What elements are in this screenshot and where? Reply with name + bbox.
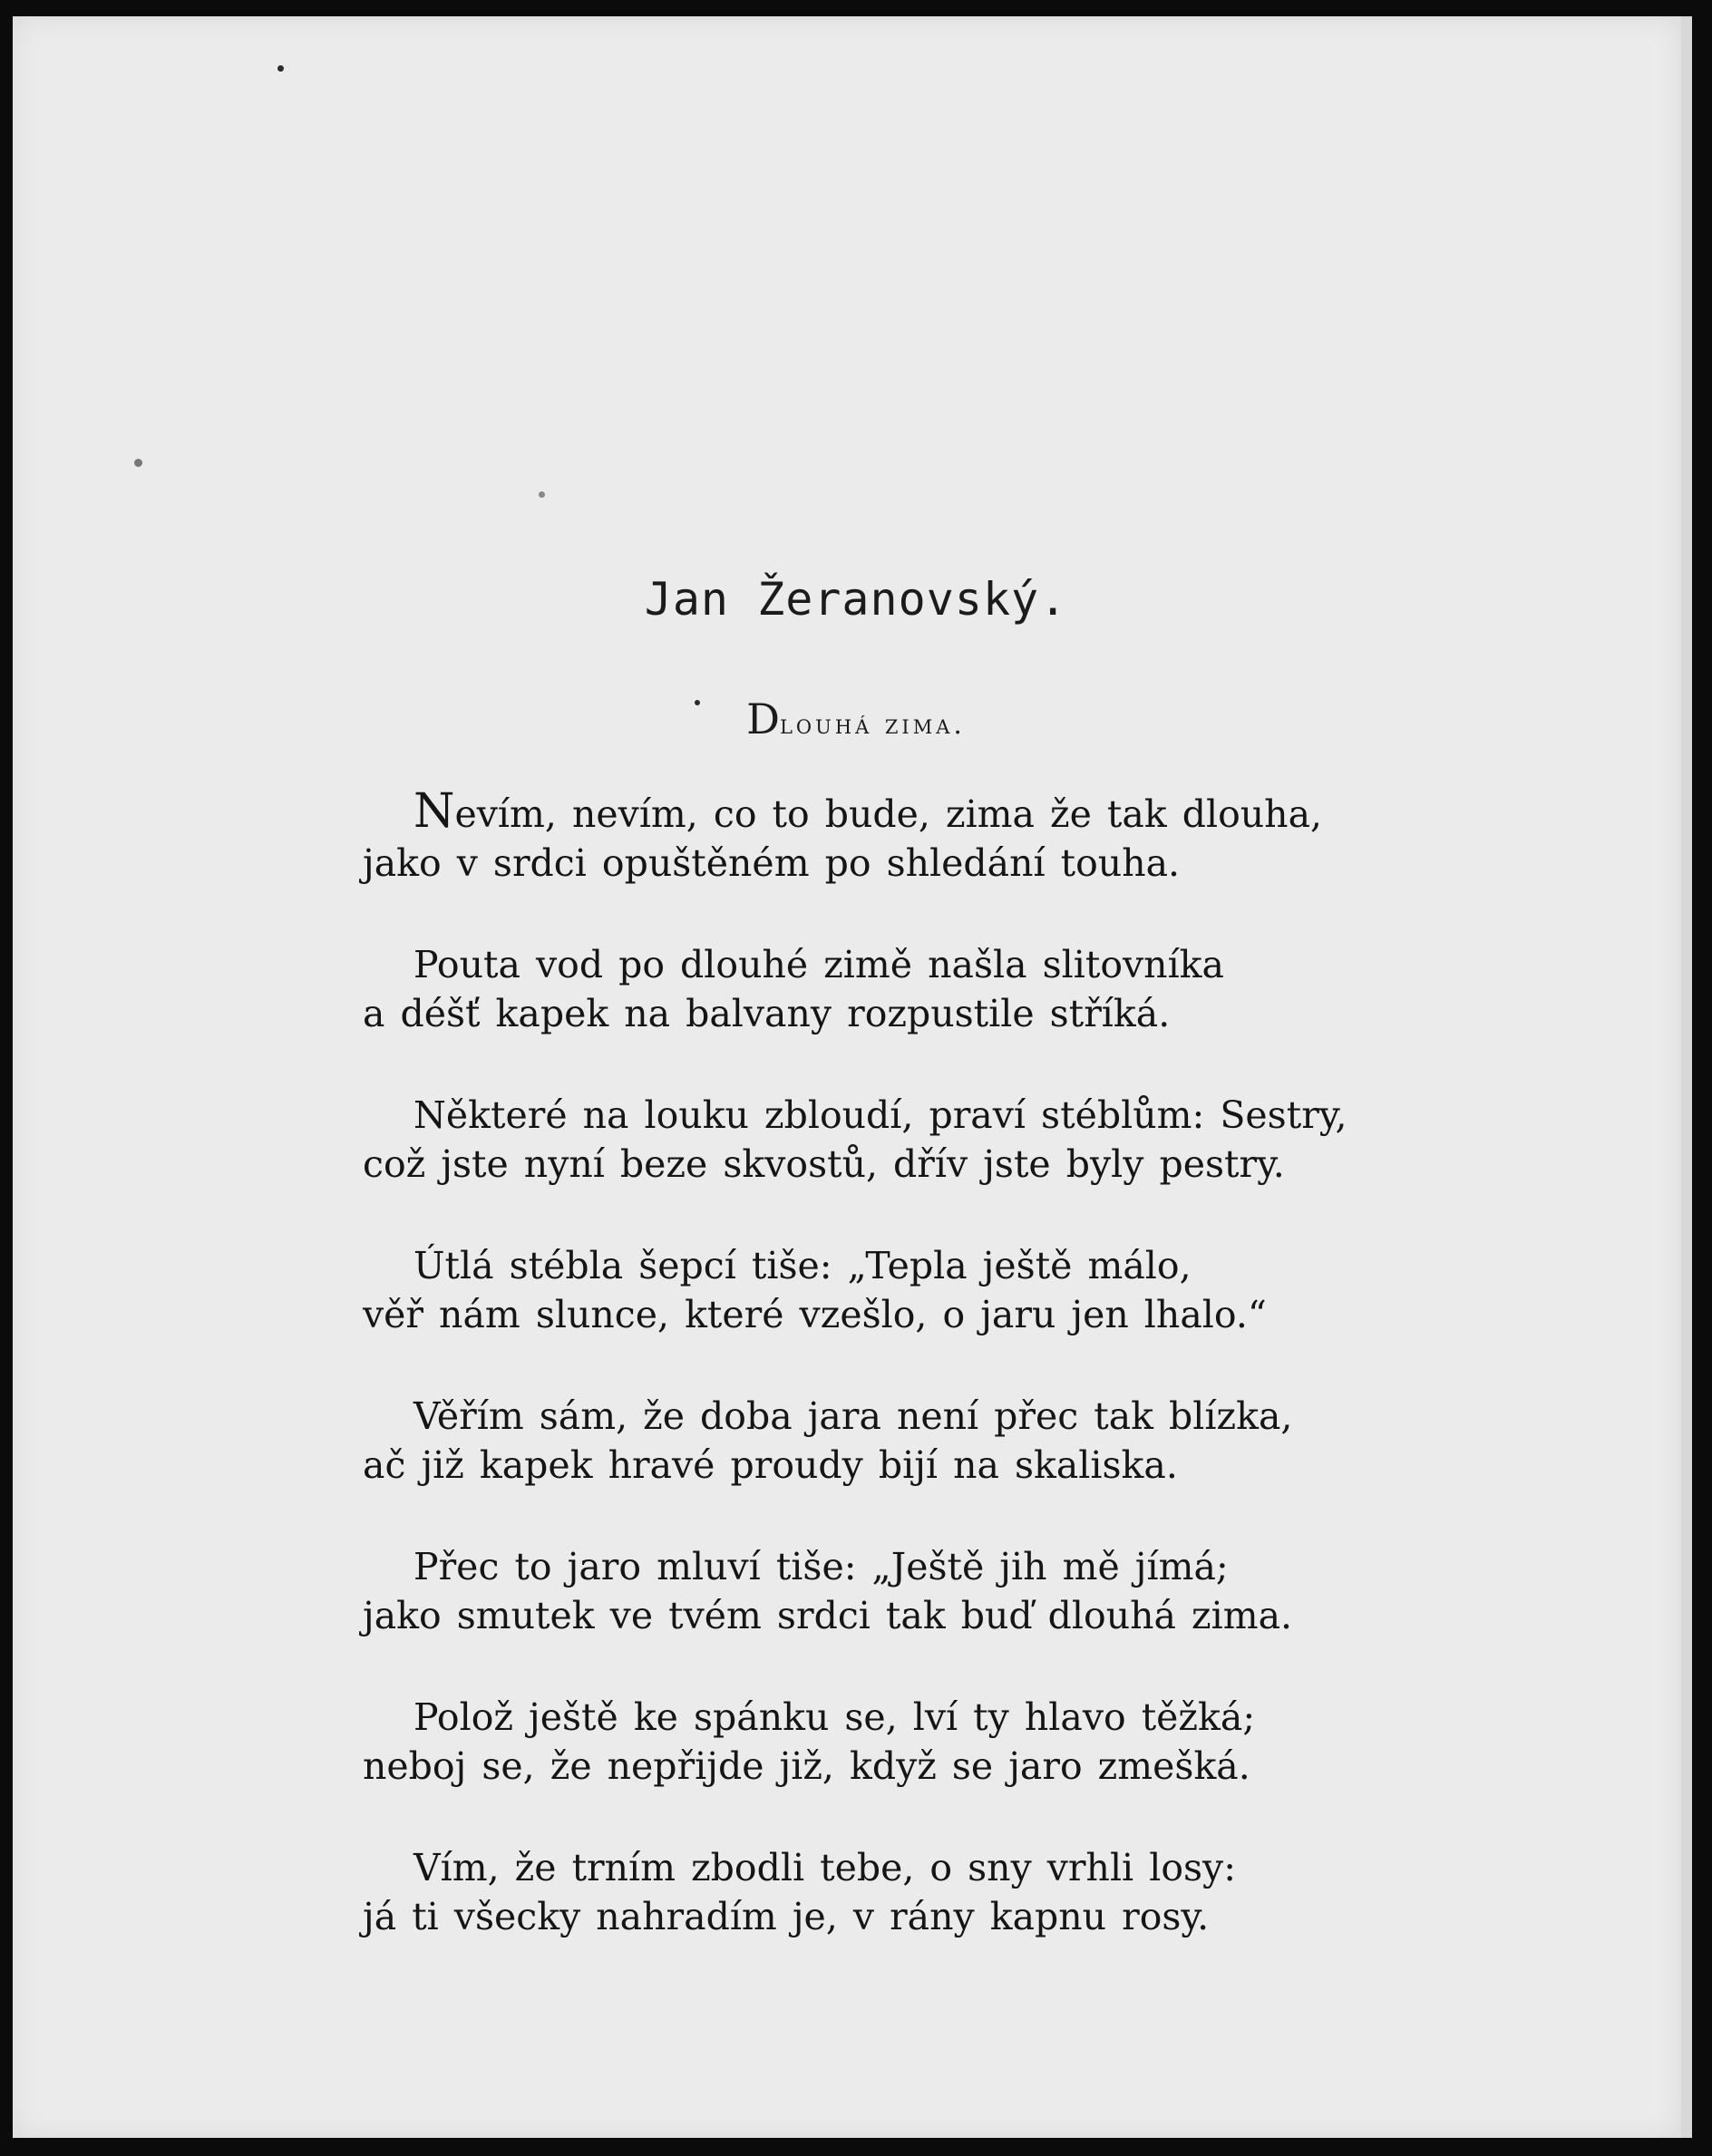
stanza-1: [363, 784, 1451, 888]
stanza-6: [363, 1542, 1451, 1640]
stanza-8: [363, 1843, 1451, 1941]
ink-speck: [134, 459, 142, 467]
stanza-3: [363, 1091, 1451, 1189]
author-heading: Jan Žeranovský.: [644, 573, 1068, 626]
verse-line: a déšť kapek na balvany rozpustile stříká.: [363, 992, 1171, 1035]
stanza-5: [363, 1392, 1451, 1490]
stanza-4: [363, 1241, 1451, 1339]
initial-letter: N: [413, 784, 455, 839]
verse-line: Věřím sám, že doba jara není přec tak blízka,: [413, 1394, 1293, 1438]
verse-text: evím, nevím, co to bude, zima že tak dlouha,: [454, 792, 1323, 836]
poem-title: [0, 694, 1712, 743]
verse-line: věř nám slunce, které vzešlo, o jaru jen lhalo.“: [363, 1293, 1267, 1336]
verse-line: Polož ještě ke spánku se, lví ty hlavo těžká;: [413, 1695, 1256, 1739]
title-rest: louhá zima.: [779, 709, 966, 741]
verse-line: Útlá stébla šepcí tiše: „Tepla ještě málo,: [413, 1244, 1192, 1287]
ink-speck: [277, 65, 284, 72]
verse-line: Některé na louku zbloudí, praví stéblům: Sestry,: [413, 1093, 1347, 1137]
ink-speck: [539, 491, 545, 498]
poem-body: [363, 784, 1451, 1994]
verse-line: Přec to jaro mluví tiše: „Ještě jih mě jímá;: [413, 1545, 1229, 1588]
verse-line: Vím, že trním zbodli tebe, o sny vrhli losy:: [413, 1846, 1237, 1889]
verse-line: což jste nyní beze skvostů, dřív jste byly pestry.: [363, 1142, 1285, 1186]
title-initial: D: [746, 694, 780, 743]
verse-line: [363, 784, 1451, 839]
stanza-7: [363, 1693, 1451, 1791]
stanza-2: [363, 940, 1451, 1038]
verse-line: jako smutek ve tvém srdci tak buď dlouhá zima.: [363, 1594, 1293, 1637]
page-edge: [1681, 16, 1692, 2138]
verse-line: Pouta vod po dlouhé zimě našla slitovníka: [413, 943, 1224, 986]
verse-line: ač již kapek hravé proudy bijí na skaliska.: [363, 1443, 1178, 1487]
verse-line: já ti všecky nahradím je, v rány kapnu rosy.: [363, 1895, 1210, 1938]
verse-line: jako v srdci opuštěném po shledání touha.: [363, 841, 1181, 885]
verse-line: neboj se, že nepřijde již, když se jaro zmešká.: [363, 1744, 1250, 1788]
